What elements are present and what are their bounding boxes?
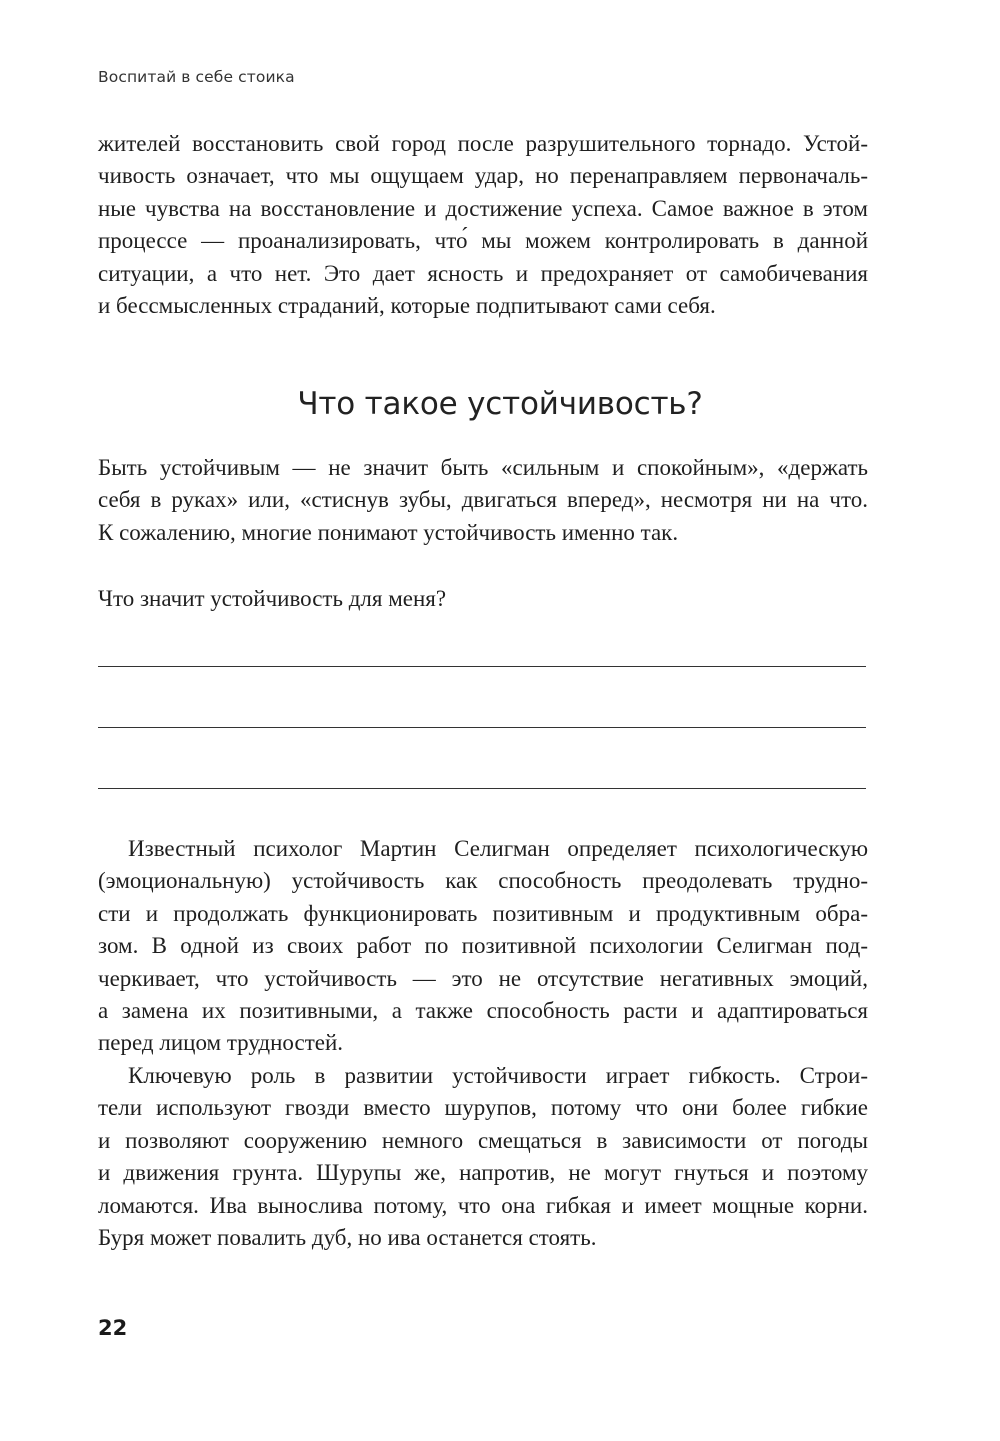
answer-line[interactable] [98, 727, 866, 728]
text-line: и движения грунта. Шурупы же, напротив, не могут гнуться и поэтому [98, 1160, 868, 1186]
text-line: зом. В одной из своих работ по позитивной психологии Селигман под- [98, 933, 868, 959]
text-line: жителей восстановить свой город после разрушительного торнадо. Устой- [98, 131, 868, 156]
text-line: ные чувства на восстановление и достижение успеха. Самое важное в этом [98, 195, 868, 221]
text-line: себя в руках» или, «стиснув зубы, двигаться вперед», несмотря ни на что. [98, 487, 868, 513]
flexibility-paragraph [98, 1060, 868, 1254]
text-line: черкивает, что устойчивость — это не отсутствие негативных эмоций, [98, 965, 868, 991]
section-heading: Что такое устойчивость? [297, 386, 703, 422]
answer-line[interactable] [98, 666, 866, 667]
text-line: К сожалению, многие понимают устойчивость именно так. [98, 519, 679, 545]
text-line: ситуации, а что нет. Это дает ясность и предохраняет от самобичевания [98, 260, 868, 286]
text-line: Известный психолог Мартин Селигман определяет психологическую [128, 836, 868, 861]
text-line: процессе — проанализировать, что́ мы можем контролировать в данной [98, 228, 868, 254]
text-line: и бессмысленных страданий, которые подпитывают сами себя. [98, 292, 716, 318]
question-text: Что значит устойчивость для меня? [98, 586, 447, 611]
text-line: перед лицом трудностей. [98, 1030, 344, 1056]
seligman-paragraph [98, 833, 868, 1060]
text-line: Буря может повалить дуб, но ива останется стоять. [98, 1224, 597, 1250]
text-line: сти и продолжать функционировать позитивным и продуктивным обра- [98, 900, 868, 926]
text-line: чивость означает, что мы ощущаем удар, но перенаправляем первоначаль- [98, 163, 868, 189]
page-number: 22 [98, 1316, 128, 1340]
text-line: тели используют гвозди вместо шурупов, потому что они более гибкие [98, 1095, 868, 1121]
text-line: а замена их позитивными, а также способность расти и адаптироваться [98, 997, 868, 1023]
intro-paragraph [98, 128, 868, 322]
definition-paragraph [98, 452, 868, 549]
text-line: ломаются. Ива вынослива потому, что она гибкая и имеет мощные корни. [98, 1192, 868, 1218]
text-line: (эмоциональную) устойчивость как способность преодолевать трудно- [98, 868, 868, 894]
running-head-title: Воспитай в себе стоика [98, 68, 295, 86]
text-line: и позволяют сооружению немного смещаться в зависимости от погоды [98, 1127, 868, 1153]
reflection-question [98, 583, 868, 615]
text-line: Ключевую роль в развитии устойчивости играет гибкость. Строи- [128, 1063, 868, 1088]
text-line: Быть устойчивым — не значит быть «сильным и спокойным», «держать [98, 455, 868, 480]
answer-line[interactable] [98, 788, 866, 789]
